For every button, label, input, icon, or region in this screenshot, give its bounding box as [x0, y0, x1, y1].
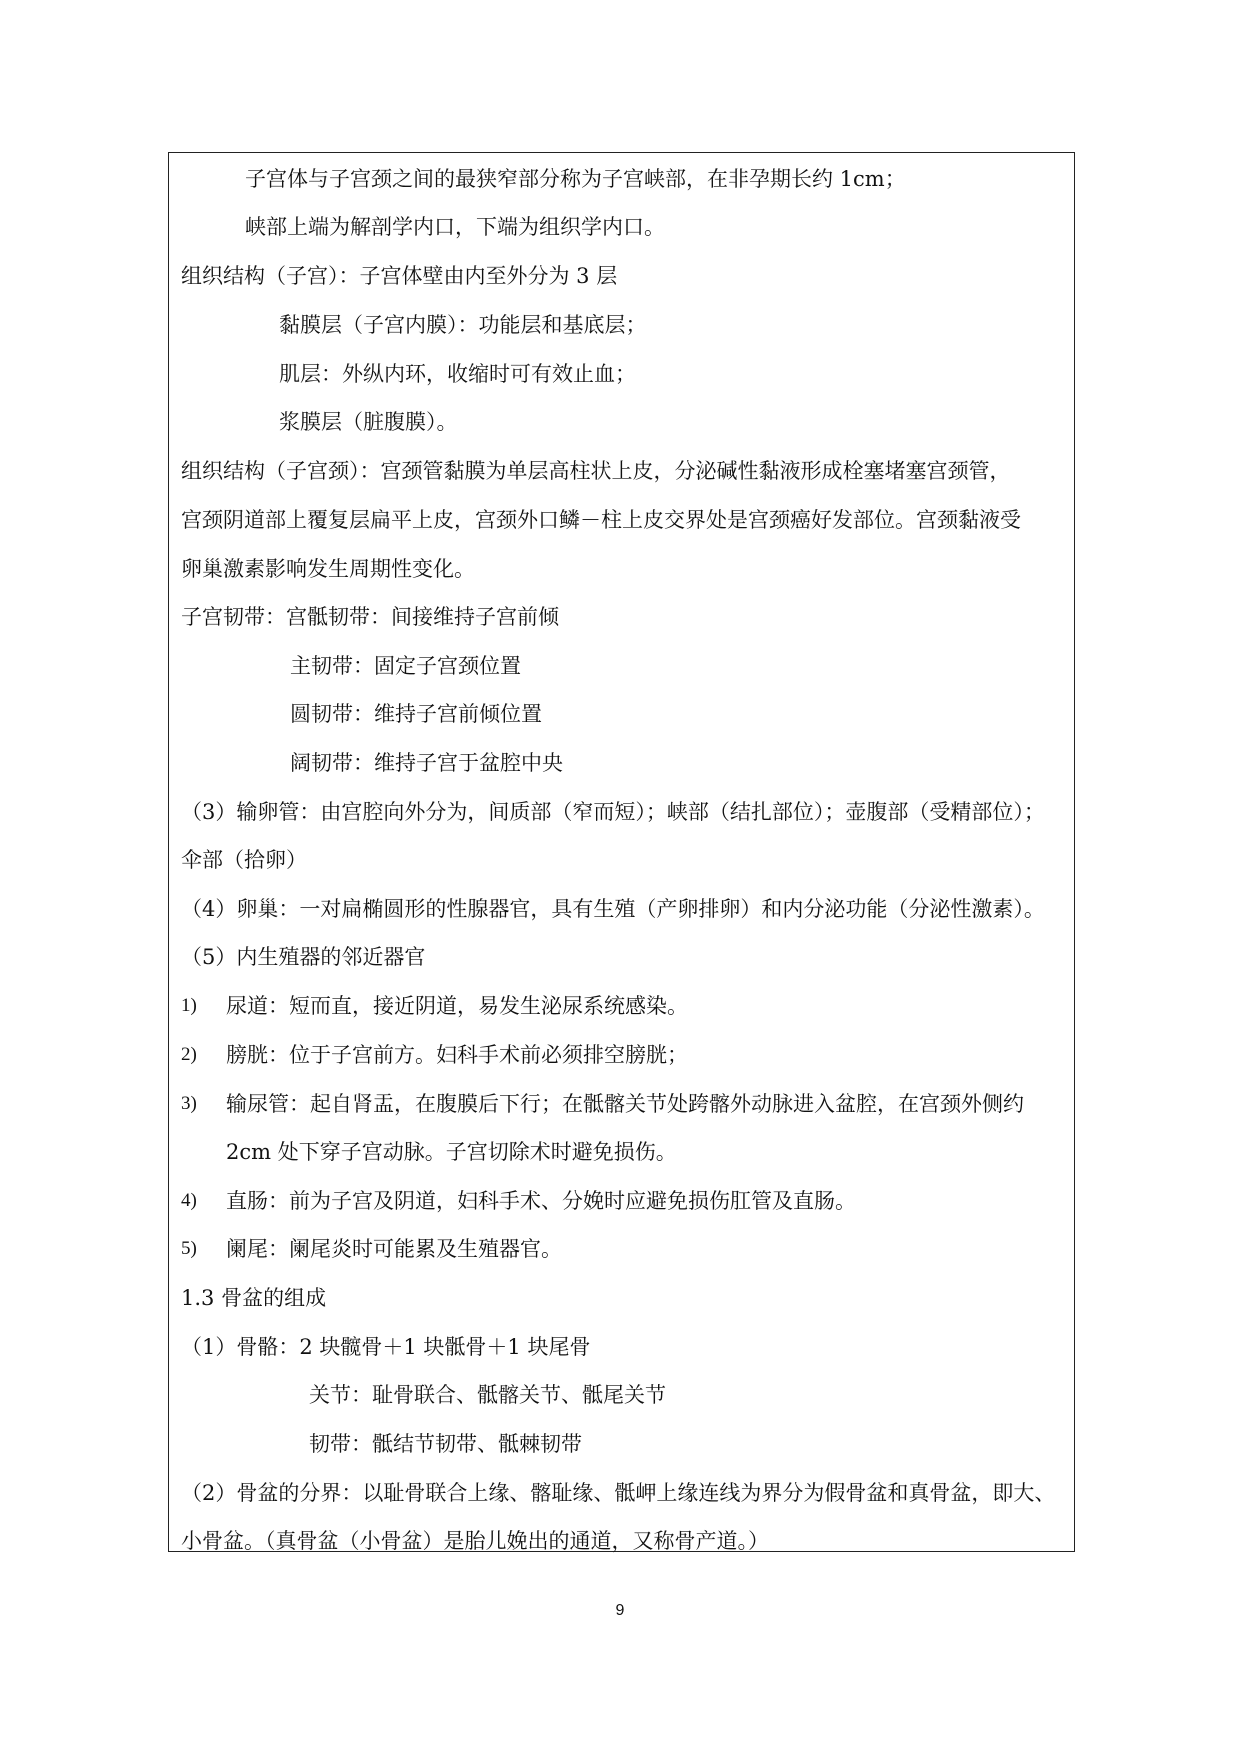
text-line: （2）骨盆的分界：以耻骨联合上缘、髂耻缘、骶岬上缘连线为界分为假骨盆和真骨盆，即大、: [181, 1481, 1056, 1505]
list-item: 阑尾：阑尾炎时可能累及生殖器官。: [226, 1237, 562, 1261]
section-heading: 组织结构（子宫颈）：宫颈管黏膜为单层高柱状上皮，分泌碱性黏液形成栓塞堵塞宫颈管，: [181, 459, 1011, 483]
text-line: 伞部（拾卵）: [181, 848, 307, 872]
text-line: 峡部上端为解剖学内口，下端为组织学内口。: [245, 215, 665, 239]
list-number: 2): [181, 1044, 197, 1065]
list-number: 4): [181, 1190, 197, 1211]
section-heading: 组织结构（子宫）：子宫体壁由内至外分为 3 层: [181, 264, 618, 288]
text-line: 黏膜层（子宫内膜）：功能层和基底层；: [279, 313, 647, 337]
text-line: 卵巢激素影响发生周期性变化。: [181, 557, 475, 581]
section-heading: 1.3 骨盆的组成: [181, 1286, 327, 1310]
list-item: 输尿管：起自肾盂，在腹膜后下行；在骶髂关节处跨髂外动脉进入盆腔，在宫颈外侧约: [226, 1092, 1024, 1116]
text-line: 子宫体与子宫颈之间的最狭窄部分称为子宫峡部，在非孕期长约 1cm；: [245, 167, 906, 191]
section-heading: （4）卵巢：一对扁椭圆形的性腺器官，具有生殖（产卵排卵）和内分泌功能（分泌性激素）。: [181, 897, 1045, 921]
text-line: 宫颈阴道部上覆复层扁平上皮，宫颈外口鳞－柱上皮交界处是宫颈癌好发部位。宫颈黏液受: [181, 508, 1021, 532]
list-item: 尿道：短而直，接近阴道，易发生泌尿系统感染。: [226, 994, 688, 1018]
list-item: 直肠：前为子宫及阴道，妇科手术、分娩时应避免损伤肛管及直肠。: [226, 1189, 856, 1213]
list-number: 3): [181, 1093, 197, 1114]
text-line: 肌层：外纵内环，收缩时可有效止血；: [279, 362, 636, 386]
text-line: 阔韧带：维持子宫于盆腔中央: [290, 751, 563, 775]
section-heading: （5）内生殖器的邻近器官: [181, 945, 426, 969]
text-line: （1）骨骼：2 块髋骨＋1 块骶骨＋1 块尾骨: [181, 1335, 591, 1359]
section-heading: 子宫韧带：宫骶韧带：间接维持子宫前倾: [181, 605, 559, 629]
list-number: 1): [181, 995, 197, 1016]
text-line: 圆韧带：维持子宫前倾位置: [290, 702, 542, 726]
text-line: 韧带：骶结节韧带、骶棘韧带: [309, 1432, 582, 1456]
page-number: 9: [615, 1602, 625, 1619]
text-line: 小骨盆。（真骨盆（小骨盆）是胎儿娩出的通道，又称骨产道。）: [181, 1529, 769, 1553]
text-line: 主韧带：固定子宫颈位置: [290, 654, 521, 678]
text-line: 浆膜层（脏腹膜）。: [279, 410, 458, 434]
section-heading: （3）输卵管：由宫腔向外分为，间质部（窄而短）；峡部（结扎部位）；壶腹部（受精部位）；: [181, 800, 1045, 824]
list-number: 5): [181, 1238, 197, 1259]
list-item-continued: 2cm 处下穿子宫动脉。子宫切除术时避免损伤。: [226, 1140, 677, 1164]
text-line: 关节：耻骨联合、骶髂关节、骶尾关节: [309, 1383, 666, 1407]
list-item: 膀胱：位于子宫前方。妇科手术前必须排空膀胱；: [226, 1043, 688, 1067]
